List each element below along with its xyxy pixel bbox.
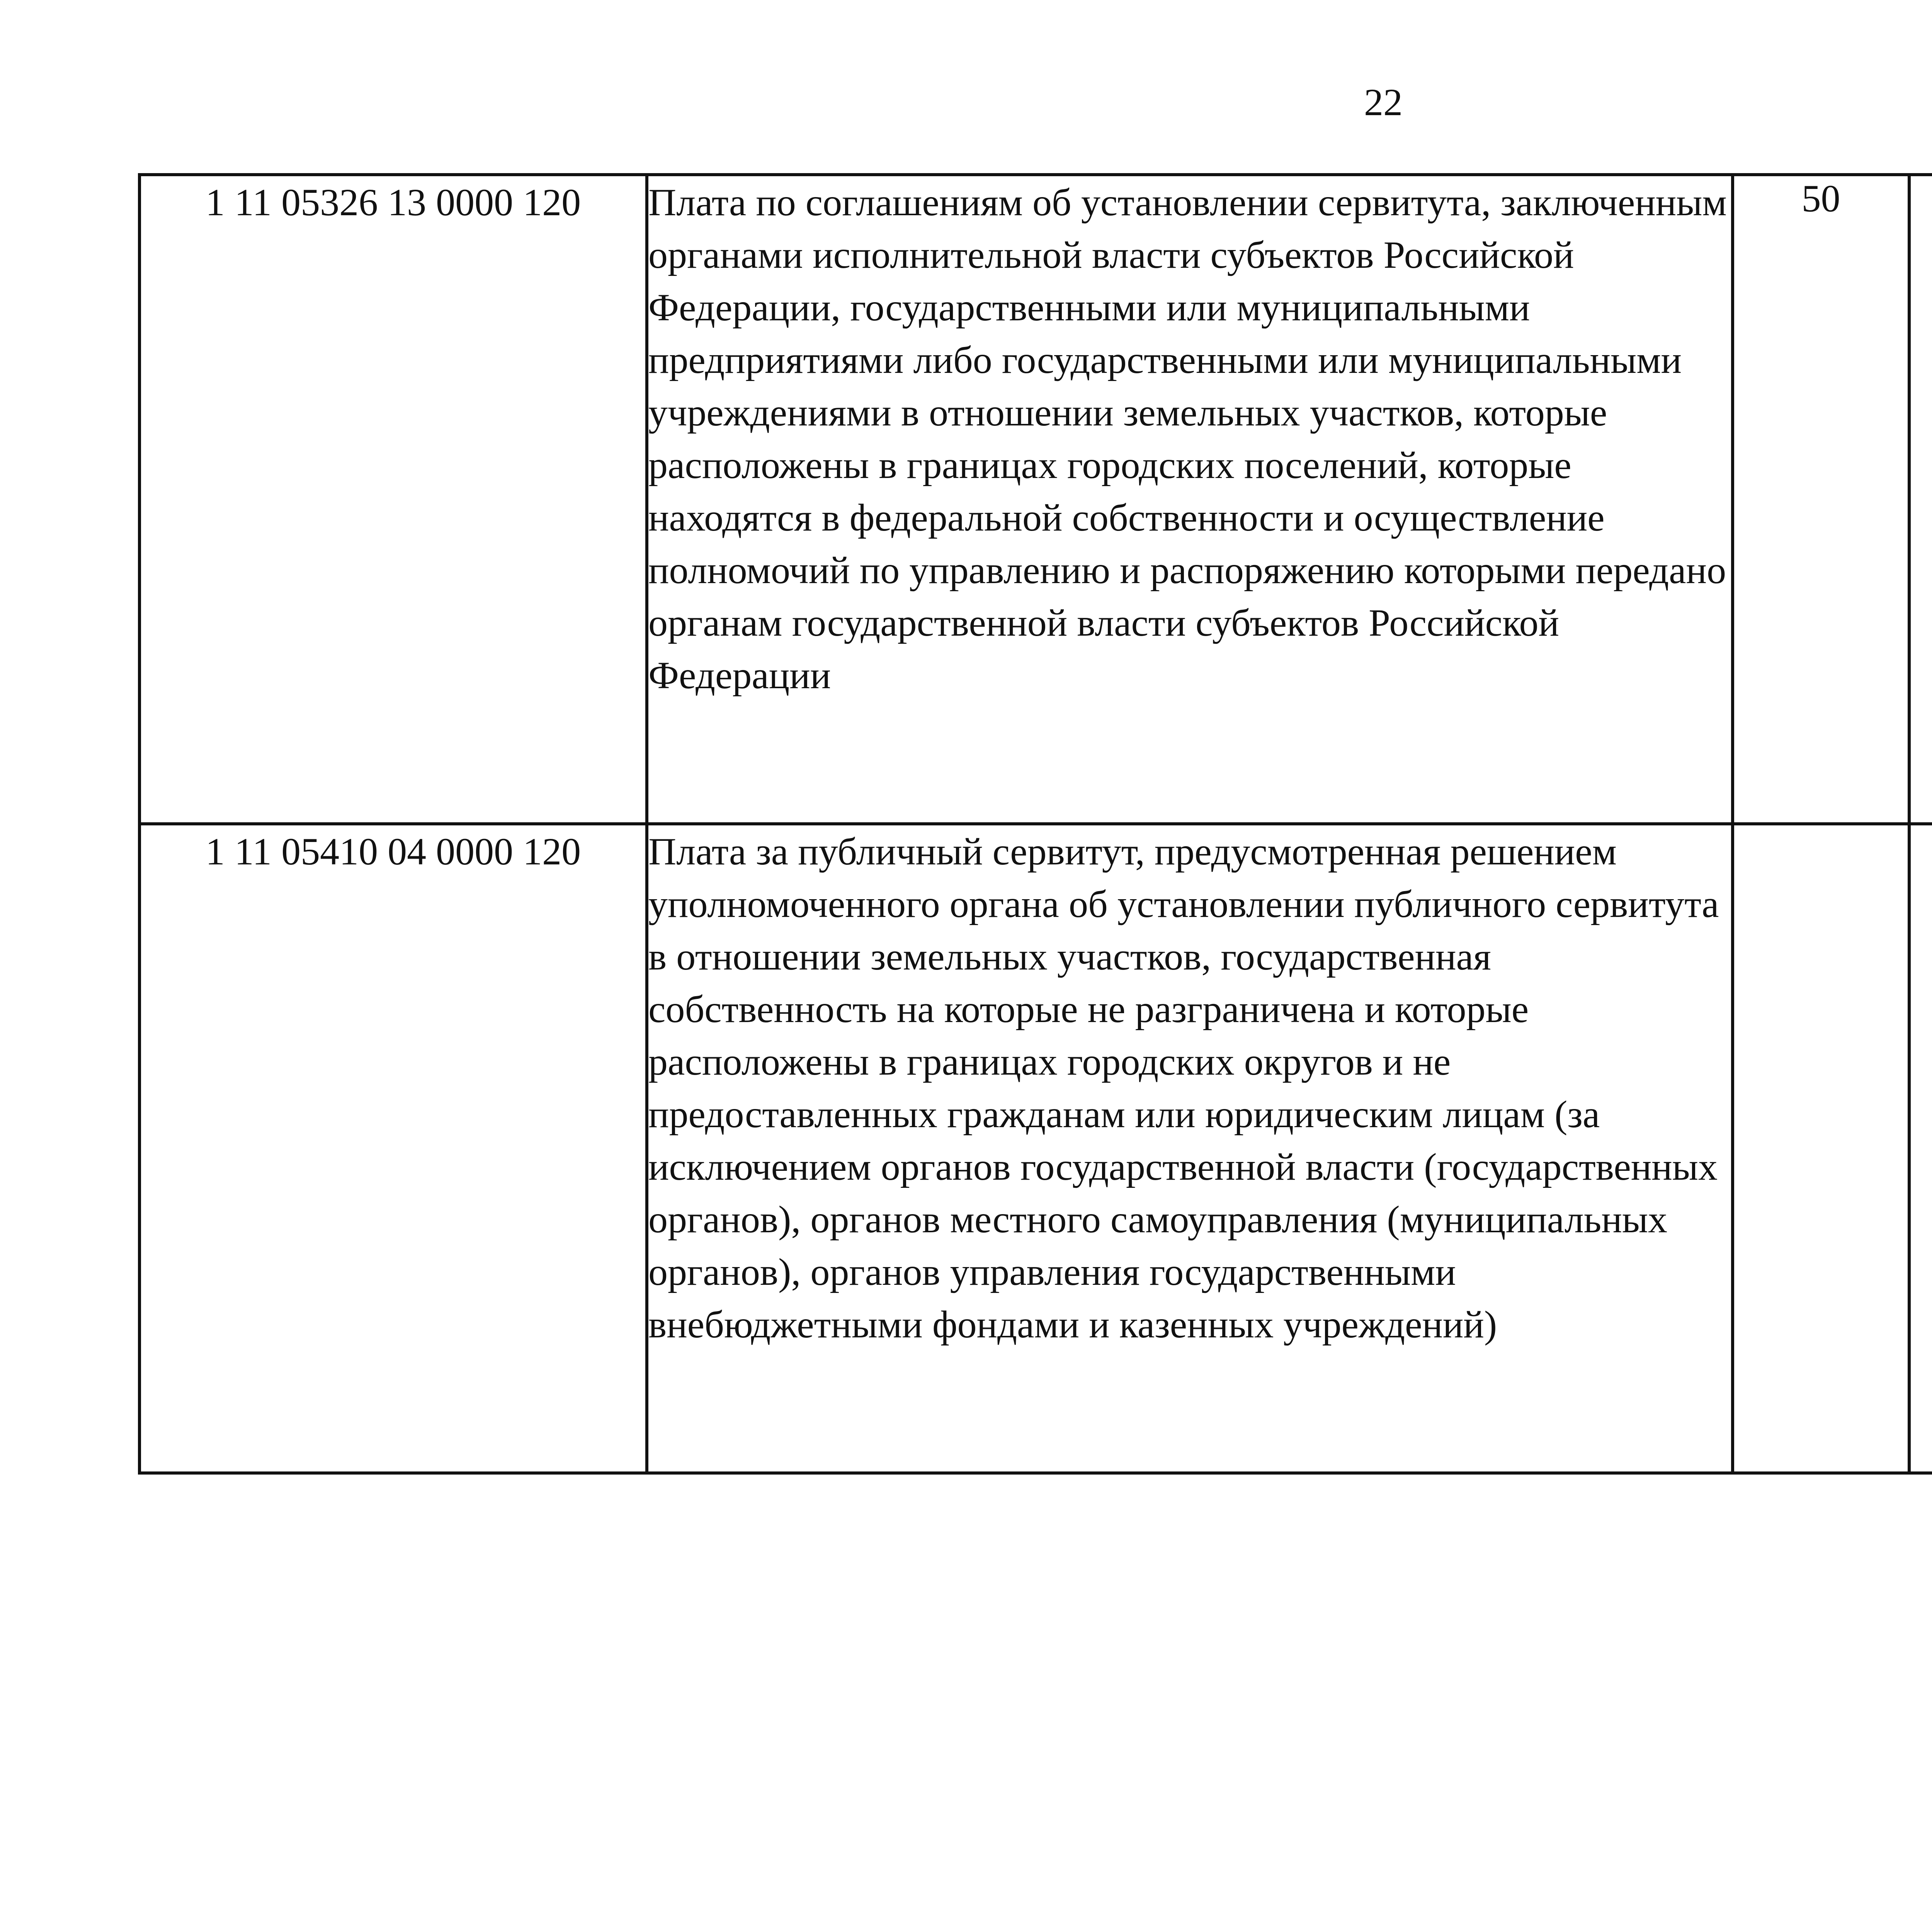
revenue-code-cell: 1 11 05410 04 0000 120 — [139, 824, 647, 1473]
table-row — [139, 824, 1932, 1473]
value-text: 50 — [1801, 177, 1840, 220]
revenue-code-cell: 1 11 05326 13 0000 120 — [139, 175, 647, 824]
value-cell-2 — [1909, 175, 1932, 824]
revenue-description-cell: Плата по соглашениям об установлении сервитута, заключенным органами исполнительной власти субъектов Российской Федерации, государственными или муниципальными предприятиями либо государственными или муниципальными учреждениями в отношении земельных участков, которые расположены в границах городских поселений, которые находятся в федеральной собственности и осуществление полномочий по управлению и распоряжению которыми передано органам государственной власти субъектов Российской Федерации — [647, 175, 1733, 824]
revenue-description-cell: Плата за публичный сервитут, предусмотренная решением уполномоченного органа об установлении публичного сервитута в отношении земельных участков, государственная собственность на которые не разграничена и которые расположены в границах городских округов и не предоставленных гражданам или юридическим лицам (за исключением органов государственной власти (государственных органов), органов местного самоуправления (муниципальных органов), органов управления государственными внебюджетными фондами и казенных учреждений) — [647, 824, 1733, 1473]
budget-revenue-table — [138, 173, 1932, 1475]
page-number: 22 — [1364, 81, 1403, 124]
value-cell-1 — [1733, 824, 1909, 1473]
value-cell-2 — [1909, 824, 1932, 1473]
table-row — [139, 175, 1932, 824]
value-cell-1 — [1733, 175, 1909, 824]
